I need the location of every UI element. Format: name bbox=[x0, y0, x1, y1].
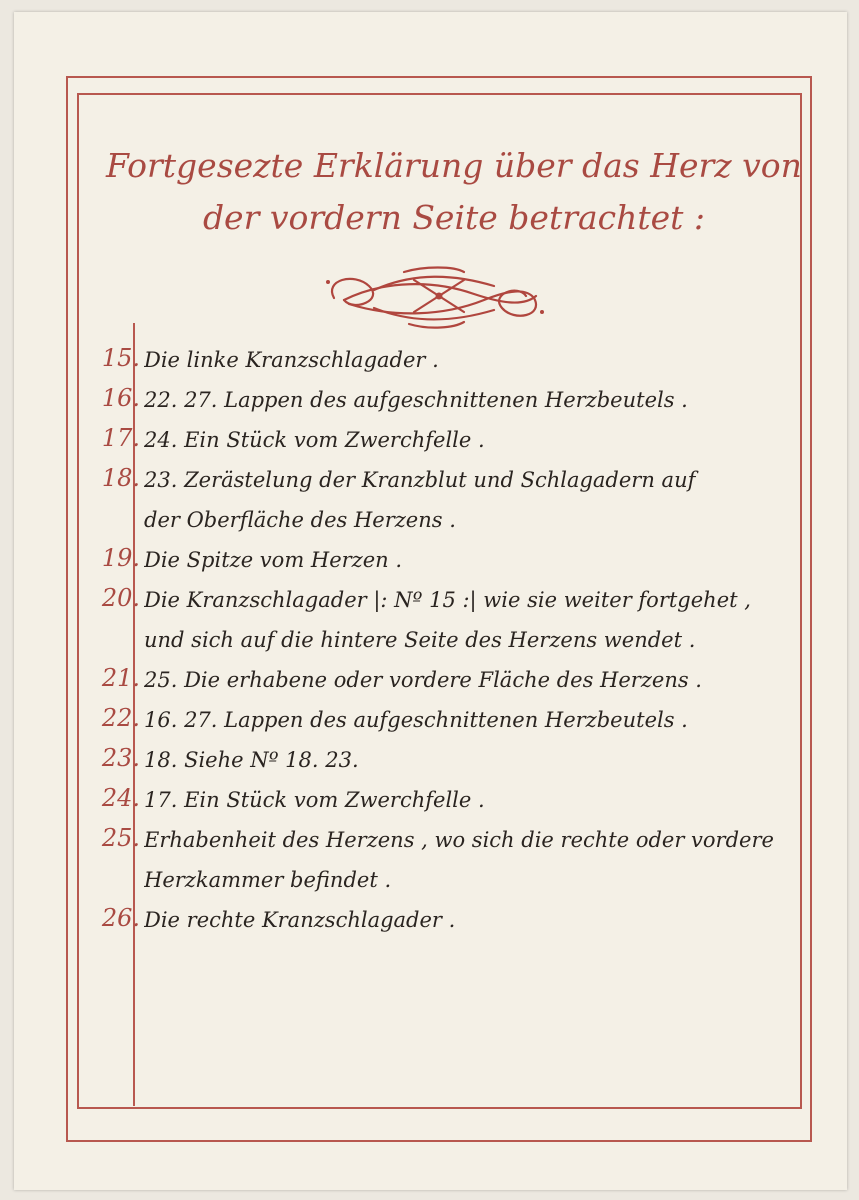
entry-text bbox=[144, 420, 784, 460]
entry-number: 24. bbox=[101, 784, 140, 812]
entry-text bbox=[144, 660, 784, 700]
entry-number: 25. bbox=[101, 824, 140, 852]
entry-line: Die linke Kranzschlagader . bbox=[144, 348, 439, 372]
title-line-1: Fortgesezte Erklärung über das Herz von bbox=[106, 146, 802, 185]
entry-number: 26. bbox=[101, 904, 140, 932]
entry-number: 17. bbox=[101, 424, 140, 452]
entry-number: 16. bbox=[101, 384, 140, 412]
entry-line: 22. 27. Lappen des aufgeschnittenen Herzbeutels . bbox=[144, 388, 688, 412]
entry-line: Erhabenheit des Herzens , wo sich die rechte oder vordere bbox=[144, 828, 774, 852]
entry-number: 15. bbox=[101, 344, 140, 372]
entry-line: und sich auf die hintere Seite des Herzens wendet . bbox=[144, 628, 696, 652]
entry-number: 21. bbox=[101, 664, 140, 692]
title-line-2: der vordern Seite betrachtet : bbox=[202, 198, 706, 237]
entry-text bbox=[144, 460, 784, 540]
entry-number: 18. bbox=[101, 464, 140, 492]
entry-number: 20. bbox=[101, 584, 140, 612]
entry-line: Herzkammer befindet . bbox=[144, 868, 392, 892]
entry-line: Die Kranzschlagader |: Nº 15 :| wie sie weiter fortgehet , bbox=[144, 588, 751, 612]
entry-text bbox=[144, 540, 784, 580]
entry-text bbox=[144, 700, 784, 740]
entry-number: 19. bbox=[101, 544, 140, 572]
entry-text bbox=[144, 380, 784, 420]
entry-line: 23. Zerästelung der Kranzblut und Schlagadern auf bbox=[144, 468, 696, 492]
entry-text bbox=[144, 580, 784, 660]
entry-line: Die rechte Kranzschlagader . bbox=[144, 908, 456, 932]
entry-line: Die Spitze vom Herzen . bbox=[144, 548, 403, 572]
entry-text bbox=[144, 900, 784, 940]
entry-line: 17. Ein Stück vom Zwerchfelle . bbox=[144, 788, 485, 812]
entry-number: 23. bbox=[101, 744, 140, 772]
entry-line: der Oberfläche des Herzens . bbox=[144, 508, 456, 532]
entry-line: 24. Ein Stück vom Zwerchfelle . bbox=[144, 428, 485, 452]
entry-number: 22. bbox=[101, 704, 140, 732]
page-title bbox=[104, 140, 804, 244]
manuscript-page bbox=[14, 12, 847, 1190]
entry-line: 16. 27. Lappen des aufgeschnittenen Herzbeutels . bbox=[144, 708, 688, 732]
entry-text bbox=[144, 780, 784, 820]
entry-text bbox=[144, 740, 784, 780]
entry-text bbox=[144, 340, 784, 380]
entry-line: 25. Die erhabene oder vordere Fläche des Herzens . bbox=[144, 668, 702, 692]
entry-line: 18. Siehe Nº 18. 23. bbox=[144, 748, 359, 772]
entry-text bbox=[144, 820, 784, 900]
calligraphic-flourish-icon bbox=[314, 260, 554, 330]
